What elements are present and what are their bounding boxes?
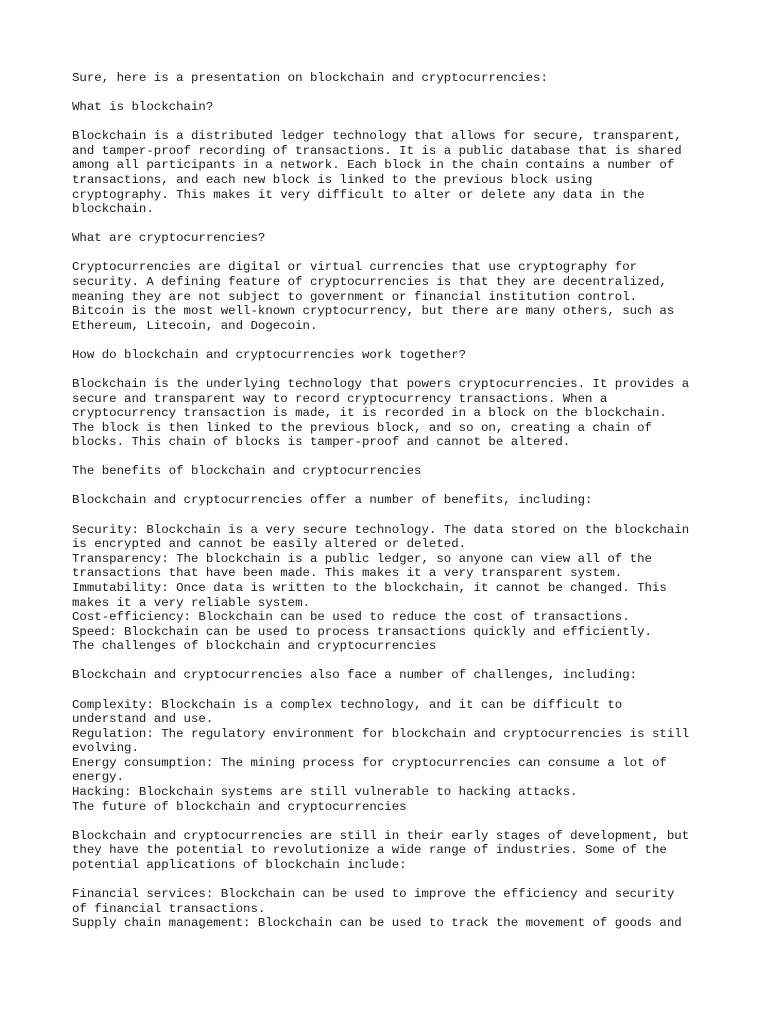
text-line: Cost-efficiency: Blockchain can be used to reduce the cost of transactions. <box>72 610 630 625</box>
text-line: understand and use. <box>72 712 214 727</box>
text-line: What are cryptocurrencies? <box>72 231 266 246</box>
text-line: secure and transparent way to record cryptocurrency transactions. When a <box>72 391 608 406</box>
text-line: blockchain. <box>72 202 154 217</box>
text-line: Supply chain management: Blockchain can be used to track the movement of goods and <box>72 916 682 931</box>
text-line: Cryptocurrencies are digital or virtual currencies that use cryptography for <box>72 260 638 275</box>
text-line: Blockchain is a distributed ledger technology that allows for secure, transparent, <box>72 129 682 144</box>
text-line: Blockchain and cryptocurrencies are still in their early stages of development, but <box>72 828 690 843</box>
text-line: among all participants in a network. Each block in the chain contains a number of <box>72 158 675 173</box>
text-line: transactions, and each new block is linked to the previous block using <box>72 172 593 187</box>
text-line: Hacking: Blockchain systems are still vulnerable to hacking attacks. <box>72 785 578 800</box>
text-line: Blockchain and cryptocurrencies offer a number of benefits, including: <box>72 493 593 508</box>
text-block <box>72 260 752 333</box>
text-line: blocks. This chain of blocks is tamper-proof and cannot be altered. <box>72 435 571 450</box>
text-line: Financial services: Blockchain can be used to improve the efficiency and security <box>72 887 675 902</box>
text-block <box>72 100 752 115</box>
text-line: Blockchain is the underlying technology that powers cryptocurrencies. It provides a <box>72 376 690 391</box>
text-line: cryptocurrency transaction is made, it is recorded in a block on the blockchain. <box>72 406 667 421</box>
text-line: Sure, here is a presentation on blockchain and cryptocurrencies: <box>72 71 548 85</box>
text-line: Security: Blockchain is a very secure technology. The data stored on the blockchain <box>72 522 690 537</box>
text-block <box>72 464 752 479</box>
text-line: transactions that have been made. This makes it a very transparent system. <box>72 566 623 581</box>
text-line: Ethereum, Litecoin, and Dogecoin. <box>72 318 318 333</box>
text-line: Immutability: Once data is written to the blockchain, it cannot be changed. This <box>72 580 667 595</box>
text-line: The block is then linked to the previous block, and so on, creating a chain of <box>72 420 652 435</box>
text-line: makes it a very reliable system. <box>72 595 310 610</box>
text-line: The challenges of blockchain and cryptocurrencies <box>72 639 437 654</box>
text-line: Regulation: The regulatory environment for blockchain and cryptocurrencies is still <box>72 726 690 741</box>
text-line: cryptography. This makes it very difficult to alter or delete any data in the <box>72 187 645 202</box>
text-block <box>72 668 752 683</box>
text-line: Blockchain and cryptocurrencies also face a number of challenges, including: <box>72 668 638 683</box>
text-block <box>72 348 752 363</box>
text-block <box>72 377 752 450</box>
text-line: Bitcoin is the most well-known cryptocurrency, but there are many others, such as <box>72 304 675 319</box>
text-line: evolving. <box>72 741 139 756</box>
text-line: is encrypted and cannot be easily altered or deleted. <box>72 537 467 552</box>
text-block <box>72 523 752 654</box>
text-line: What is blockchain? <box>72 100 214 115</box>
text-block <box>72 71 752 86</box>
text-line: energy. <box>72 770 125 785</box>
text-line: they have the potential to revolutionize a wide range of industries. Some of the <box>72 843 667 858</box>
text-block <box>72 231 752 246</box>
text-block <box>72 887 752 931</box>
text-line: The future of blockchain and cryptocurrencies <box>72 799 407 814</box>
text-block <box>72 493 752 508</box>
text-line: Complexity: Blockchain is a complex technology, and it can be difficult to <box>72 697 623 712</box>
text-line: Speed: Blockchain can be used to process transactions quickly and efficiently. <box>72 624 652 639</box>
text-line: Transparency: The blockchain is a public ledger, so anyone can view all of the <box>72 551 652 566</box>
text-line: and tamper-proof recording of transactions. It is a public database that is shared <box>72 143 682 158</box>
document-body <box>72 71 752 945</box>
text-line: The benefits of blockchain and cryptocurrencies <box>72 464 422 479</box>
text-block <box>72 129 752 217</box>
text-block <box>72 829 752 873</box>
text-line: security. A defining feature of cryptocurrencies is that they are decentralized, <box>72 274 667 289</box>
text-line: How do blockchain and cryptocurrencies work together? <box>72 347 467 362</box>
text-line: potential applications of blockchain include: <box>72 857 407 872</box>
text-line: Energy consumption: The mining process for cryptocurrencies can consume a lot of <box>72 755 667 770</box>
text-line: of financial transactions. <box>72 901 266 916</box>
text-line: meaning they are not subject to government or financial institution control. <box>72 289 638 304</box>
text-block <box>72 698 752 815</box>
